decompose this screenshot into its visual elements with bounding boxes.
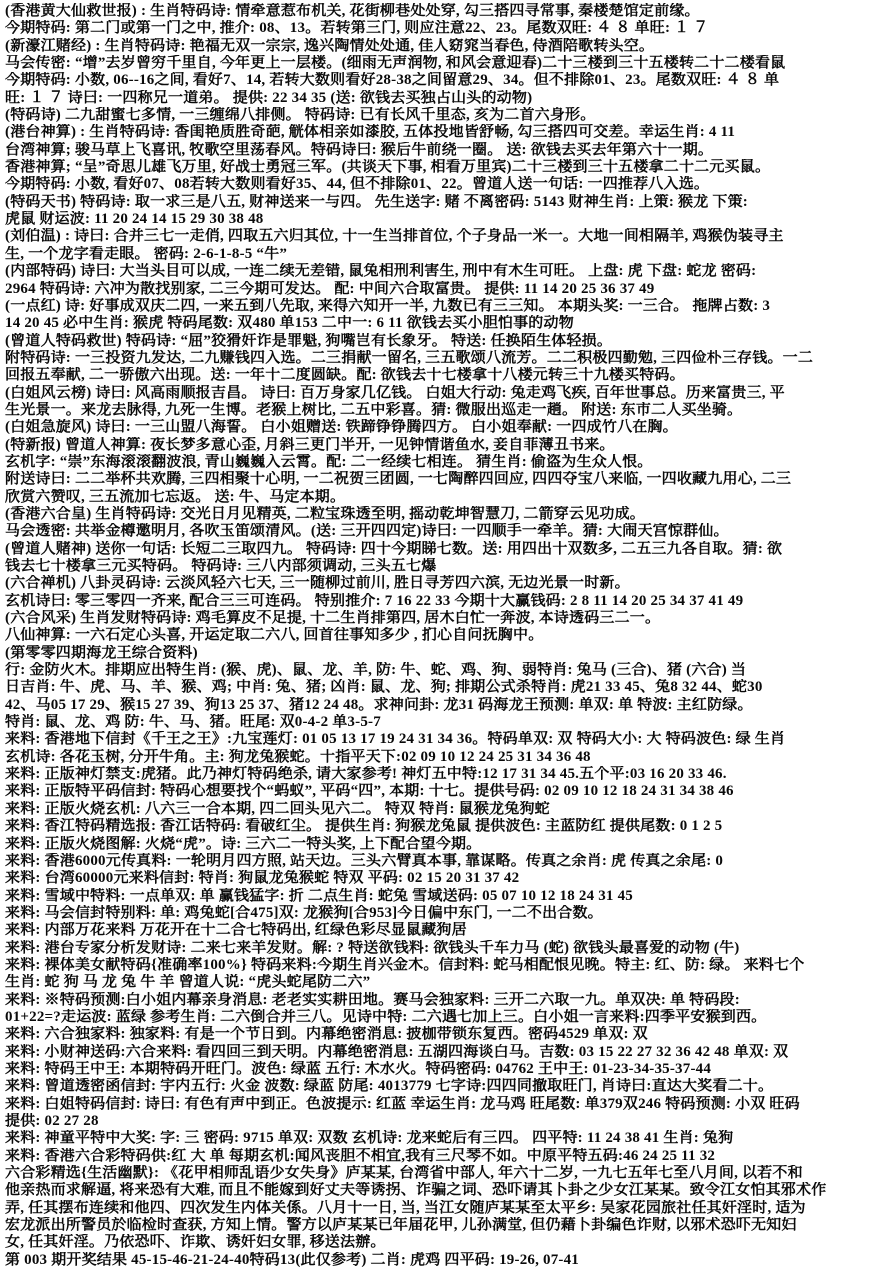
text-line: 玄机诗: 各花玉树, 分开牛角。主: 狗龙兔猴蛇。十指平天下:02 09 10 12 24 25 31 34 36 48 [5,748,591,765]
text-line: 马会透密: 共举金樽邀明月, 各吹玉笛颂清风。(送: 三开四四定)诗曰: 一四顺手一牵羊。猜: 大闹天宫惊群仙。 [5,523,729,540]
text-line: (港台神算) : 生肖特码诗: 香闺艳质胜奇葩, 觥体相亲如漆胶, 五体投地皆舒畅, 勾三搭四可交差。幸运生肖: 4 11 [5,124,736,141]
text-line: 42、马05 17 29、猴15 27 39、狗13 25 37、猪12 24 48。求神问卦: 龙31 码海龙王预测: 单双: 单 特波: 主红防绿。 [5,696,753,713]
text-line: 来料: 小财神送码:六合来料: 看四回三到天明。内幕绝密消息: 五湖四海谈白马。吉数: 03 15 22 27 32 36 42 48 单双: 双 [5,1043,789,1060]
text-line: 台湾神算; 骏马草上飞喜讯, 牧歌空里荡春风。特码诗曰: 猴后牛前绕一圈。 送: 欲钱去买去年第六十一期。 [5,141,714,158]
text-line: 2964 特码诗: 六冲为散找别家, 二三今期可发达。 配: 中间六合取富贵。 提供: 11 14 20 25 36 37 49 [5,280,655,297]
text-line: 生, 一个龙字看走眼。 密码: 2-6-1-8-5 “牛” [5,245,288,262]
text-line: 第 003 期开奖结果 45-15-46-21-24-40特码13(此仅参考) 二肖: 虎鸡 四平码: 19-26, 07-41 [5,1251,579,1268]
text-line: 钱去七十楼拿三元买特码。 特码诗: 三八内部须调动, 三头五七爆 [5,558,437,574]
text-line: 来料: 正版特平码信封: 特码心想要找个“蚂蚁”, 平码“四”, 本期: 十七。提供号码: 02 09 10 12 18 24 31 34 38 46 [5,783,734,800]
text-line: 来料: 香港六合彩特码供:红 大 单 每期玄机:闻风丧胆不相宜,我有三尺琴不如。中原平特五码:46 24 25 11 32 [5,1147,716,1164]
text-line: 生肖: 蛇 狗 马 龙 兔 牛 羊 曾道人说: “虎头蛇尾防二六” [5,974,371,991]
text-line: 八仙神算: 一六石定心头喜, 开运定取二六八, 回首往事知多少 , 扪心自问抚胸中。 [5,627,544,644]
text-line: (刘伯温) : 诗曰: 合并三七一走俏, 四取五六归其位, 十一生当排首位, 个子身品一米一。大地一间相隔羊, 鸡猴伪装寻主 [5,228,784,245]
text-line: 来料: 六合独家料: 独家料: 有是一个节日到。内幕绝密消息: 披枷带锁东复西。密码4529 单双: 双 [5,1026,648,1043]
text-line: 行: 金防火木。排期应出特生肖: (猴、虎)、鼠、龙、羊, 防: 牛、蛇、鸡、狗、弱特肖: 兔马 (三合)、猪 (六合) 当 [5,662,747,679]
text-line: 来料: 雪域中特料: 一点单双: 单 赢钱猛字: 折 二点生肖: 蛇兔 雪域送码: 05 07 10 12 18 24 31 45 [5,887,633,904]
text-line: 欣赏六赞叹, 三五流加七忘返。 送: 牛、马定本期。 [5,488,346,505]
text-line: 14 20 45 必中生肖: 猴虎 特码尾数: 双480 单153 二中一: 6 11 欲钱去买小胆怕事的动物 [5,315,574,332]
text-line: 来料: 特码王中王: 本期特码开旺门。波色: 绿蓝 五行: 木水火。特码密码: 04762 王中王: 01-23-34-35-37-44 [5,1060,712,1077]
text-line: 来料: 正版火烧图解: 火烧“虎”。诗: 三六二一特头奖, 上下配合望今期。 [5,835,482,852]
text-line: 玄机字: “崇”东海滚滚翻波浪, 青山巍巍入云霄。配: 二一经续七相连。 猜生肖: 偷盗为生众人恨。 [5,453,653,470]
text-line: 来料: 白姐特码信封: 诗曰: 有色有声中到正。色波提示: 红蓝 幸运生肖: 龙马鸡 旺尾数: 单379双246 特码预测: 小双 旺码 [5,1095,800,1112]
text-line: 附特码诗: 一三投资九发达, 二九赚钱四入选。二三捐献一留名, 三五歌颂八流芳。二二积极四勤勉, 三四俭朴三存钱。一二 [5,349,814,366]
text-line: (白姐风云榜) 诗曰: 风高雨顺报吉昌。 诗曰: 百万身家几亿钱。 白姐大行动: 兔走鸡飞疾, 百年世事总。历来富贵三, 平 [5,384,785,401]
text-line: 今期特码: 小数, 06--16之间, 看好7、14, 若转大数则看好28-38之间留意29、34。但不排除01、23。尾数双旺: ４ ８ 单 [5,72,780,89]
text-line: (六合风采) 生肖发财特码诗: 鸡毛算皮不足提, 十二生肖排第四, 居木白忙一奔波, 本诗透码三二一。 [5,610,661,627]
text-line: 来料: 曾道透密函信封: 宇内五行: 火金 波数: 绿蓝 防尾: 4013779 七字诗:四四同撤取旺门, 肖诗曰:直达大奖看二十。 [5,1078,774,1095]
text-line: 来料: 香江特码精选报: 香江话特码: 看破红尘。 提供生肖: 狗猴龙兔鼠 提供波色: 主蓝防红 提供尾数: 0 1 2 5 [5,818,723,835]
text-line: (内部特码) 诗曰: 大当头目可以成, 一连二续无差错, 鼠兔相刑利害生, 刑中有木生可旺。 上盘: 虎 下盘: 蛇龙 密码: [5,263,757,280]
text-line: 来料: 神童平特中大奖: 字: 三 密码: 9715 单双: 双数 玄机诗: 龙来蛇后有三四。 四平特: 11 24 38 41 生肖: 兔狗 [5,1130,734,1147]
text-line: 01+22=?走运波: 蓝绿 参考生肖: 二六倒合并三八。见诗中特: 二六遇七加上三。白小姐一言来料:四季平安猴到西。 [5,1008,767,1025]
text-line: 玄机诗曰: 零三零四一齐来, 配合三三可连码。 特别推介: 7 16 22 33 今期十大赢钱码: 2 8 11 14 20 25 34 37 41 49 [5,592,744,609]
text-line: (特新报) 曾道人神算: 夜长梦多意心歪, 月斜三更门半开, 一见钟情谐鱼水, 妾自菲薄丑书来。 [5,436,615,453]
text-line: 马会传密: “增”去岁曾穷千里自, 今年更上一层楼。(细雨无声润物, 和风会意迎春)二十三楼到三十五楼转二十二楼看鼠 [5,55,786,72]
text-line: 来料: ※特码预测:白小姐内幕亲身消息: 老老实实耕田地。赛马会独家料: 三开二六取一九。单双决: 单 特码段: [5,991,740,1008]
text-line: 女, 任其奸淫。乃依恐吓、诈欺、诱奸妇女罪, 移送法辦。 [5,1234,386,1251]
text-line: 今期特码: 第二门或第一门之中, 推介: 08、13。若转第三门, 则应注意22、23。尾数双旺: ４ ８ 单旺: １ ７ [5,20,709,37]
text-line: 弄, 任其摆布连续和他四、四次发生内体关係。八月十一日, 当, 当江女随庐某某至太平乡: 吴家花园旅社任其奸淫时, 适为 [5,1199,806,1216]
text-line: (特码诗) 二九甜蜜七多情, 一三缠绵八排侧。 特码诗: 已有长风千里态, 亥为二首六身形。 [5,107,596,124]
text-line: 来料: 内部万花来料 万花开在十二合七特码出, 红绿色彩尽显鼠藏狗居 [5,922,467,939]
text-line: 旺: １ ７ 诗曰: 一四称兄一道弟。 提供: 22 34 35 (送: 欲钱去买独占山头的动物) [5,89,533,106]
text-line: 来料: 正版神灯禁支:虎猪。此乃神灯特码绝杀, 请大家参考! 神灯五中特:12 17 31 34 45.五个平:03 16 20 33 46. [5,766,727,783]
text-line: 香港神算; “呈”奇思儿雄飞万里, 好战士勇冠三军。(共谈天下事, 相看万里宾)二十三楼到三十五楼拿二十二元买鼠。 [5,159,771,176]
text-line: 回报五奉献, 二一骄傲六出现。送: 一年十二度圆缺。配: 欲钱去十七楼拿十八楼元转三十九楼买特码。 [5,367,685,384]
text-line: 特肖: 鼠、龙、鸡 防: 牛、马、猪。旺尾: 双0-4-2 单3-5-7 [5,714,381,731]
text-line: (曾道人赌神) 送你一句话: 长短二三取四九。 特码诗: 四十今期睇七数。送: 用四出十双数多, 二五三九各自取。猜: 欲 [5,540,783,557]
text-line: 六合彩精选{生活幽默}: 《花甲相师乱语少女失身》庐某某, 台湾省中部人, 年六十二岁, 一九七五年七至八月间, 以若不和 [5,1165,803,1182]
text-line: 来料: 正版火烧玄机: 八六三一合本期, 四二回头见六二。 特双 特肖: 鼠猴龙兔狗蛇 [5,800,550,817]
text-line: 虎鼠 财运波: 11 20 24 14 15 29 30 38 48 [5,211,264,228]
text-line: (特码天书) 特码诗: 取一求三是八五, 财神送来一与四。 先生送字: 赌 不离密码: 5143 财神生肖: 上策: 猴龙 下策: [5,193,748,210]
text-line: 日吉肖: 牛、虎、马、羊、猴、鸡; 中肖: 兔、猪; 凶肖: 鼠、龙、狗; 排期公式杀特肖: 虎21 33 45、兔8 32 44、蛇30 [5,679,763,696]
text-line: 来料: 台湾60000元来料信封: 特肖: 狗鼠龙兔猴蛇 特双 平码: 02 15 20 31 37 42 [5,870,520,887]
text-line: 今期特码: 小数, 看好07、08若转大数则看好35、44, 但不排除01、22。曾道人送一句话: 一四推荐八入选。 [5,176,710,193]
text-line: 他亲热而求解逼, 将来恐有大难, 而且不能嫁到好丈夫等诱拐、诈骗之词、恐吓请其卜卦之少女江某某。致令江女怕其邪术作 [5,1182,827,1199]
text-line: (曾道人特码救世) 特码诗: “屈”狡猾奸诈是罪魁, 狗嘴岂有长象牙。 特送: 任换陌生体轻损。 [5,332,613,349]
text-line: (新濠江赌经) : 生肖特码诗: 艳福无双一宗宗, 逸兴陶情处处通, 佳人窈窕当春色, 侍酒陪歌转头空。 [5,37,655,54]
text-line: (第零零四期海龙王综合资料) [5,644,198,661]
text-line: 来料: 港台专家分析发财诗: 二来七来羊发财。解: ? 特送欲钱料: 欲钱头千车力马 (蛇) 欲钱头最喜爱的动物 (牛) [5,939,740,956]
text-line: 来料: 裸体美女献特码{准确率100%} 特码来料:今期生肖兴金木。信封料: 蛇马相配恨见晚。特主: 红、防: 绿。 来料七个 [5,956,805,973]
text-line: 来料: 香港地下信封《千王之王》:九宝莲灯: 01 05 13 17 19 24 31 34 36。特码单双: 双 特码大小: 大 特码波色: 绿 生肖 [5,731,786,748]
text-line: (香港六合皇) 生肖特码诗: 交光日月见精英, 二粒宝珠透至明, 摇动乾坤智慧刀, 二箭穿云见功成。 [5,505,645,522]
text-line: (一点红) 诗: 好事成双庆二四, 一来五到八先取, 来得六知开一半, 九数已有三三知。 本期头奖: 一三合。 拖牌占数: 3 [5,297,771,314]
text-line: 提供: 02 27 28 [5,1113,99,1129]
text-line: 生光景一。来龙去脉得, 九死一生博。老猴上树比, 二五中彩喜。猜: 微服出巡走一趟。 附送: 东市二人买坐骑。 [5,401,743,418]
text-line: 来料: 香港6000元传真料: 一轮明月四方照, 站天边。三头六臂真本事, 靠谋略。传真之余肖: 虎 传真之余尾: 0 [5,852,724,869]
text-line: (六合禅机) 八卦灵码诗: 云淡风轻六七天, 三一随柳过前川, 胜日寻芳四六滨, 无边光景一时新。 [5,575,630,592]
text-line: 附送诗曰: 二二举杯共欢腾, 三四相聚十心明, 一二祝贺三团圆, 一七陶醉四回应, 四四夺宝八来临, 一四收藏九用心, 二三 [5,471,792,488]
document-body [5,3,873,1269]
text-line: (白姐急旋风) 诗曰: 一三山盟八海誓。 白小姐赠送: 铁蹄铮铮腾四方。 白小姐奉献: 一四成竹八在胸。 [5,419,678,436]
text-line: 来料: 马会信封特别料: 单: 鸡兔蛇[合475]双: 龙猴狗[合953]今日偏中东门, 一二不出合数。 [5,904,603,921]
text-line: 宏龙派出所警员於临检时查获, 方知上情。警方以庐某某已年届花甲, 儿孙满堂, 但仍藉卜卦编色诈财, 以邪术恐吓无知妇 [5,1217,797,1234]
text-line: (香港黄大仙救世报) : 生肖特码诗: 情牵意惹布机关, 花街柳巷处处穿, 勾三搭四寻常事, 秦楼楚馆定前缘。 [5,3,700,19]
